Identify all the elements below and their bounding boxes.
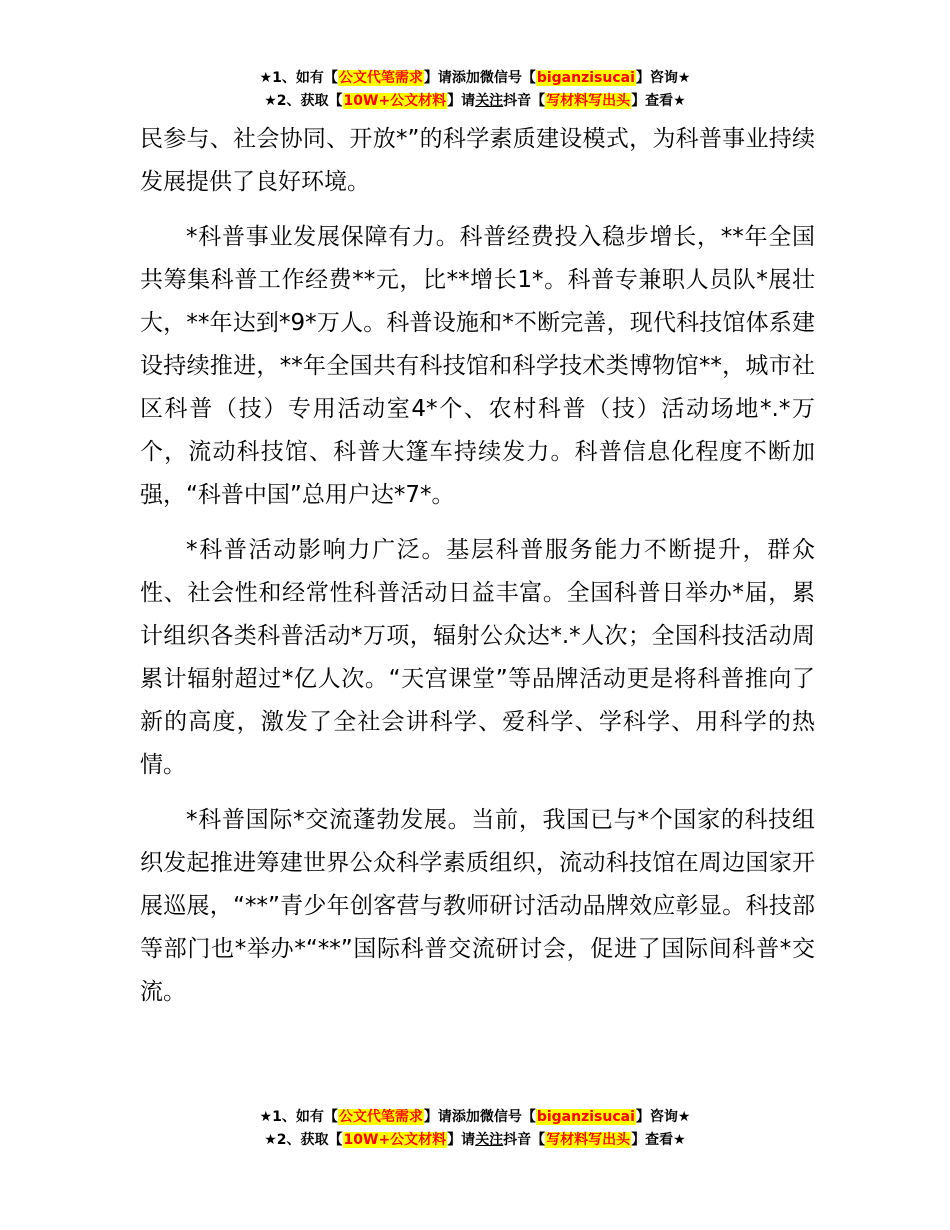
banner-text: ★1、如有【 — [259, 1109, 338, 1125]
banner-text: 】请 — [447, 1132, 476, 1148]
banner-text: 抖音【 — [503, 93, 546, 109]
highlight-materials: 10W+公文材料 — [343, 93, 447, 109]
document-body — [140, 118, 815, 1026]
underlined-follow: 关注 — [475, 1132, 504, 1148]
banner-line-1 — [0, 1106, 950, 1129]
highlight-ghostwriting-service: 公文代笔需求 — [338, 70, 423, 86]
banner-text: 】请添加微信号【 — [423, 70, 536, 86]
paragraph: *科普事业发展保障有力。科普经费投入稳步增长，**年全国共筹集科普工作经费**元，比**增长1*。科普专兼职人员队*展壮大，**年达到*9*万人。科普设施和*不断完善，现代科技馆体系建设持续推进，**年全国共有科技馆和科学技术类博物馆**，城市社区科普（技）专用活动室4*个、农村科普（技）活动场地*.*万个，流动科技馆、科普大篷车持续发力。科普信息化程度不断加强，“科普中国”总用户达*7*。 — [140, 224, 815, 508]
footer-banner — [0, 1106, 950, 1152]
banner-text: 】咨询★ — [635, 70, 691, 86]
highlight-wechat-id: biganzisucai — [536, 1109, 635, 1125]
banner-line-1 — [0, 67, 950, 90]
underlined-follow: 关注 — [475, 93, 504, 109]
highlight-ghostwriting-service: 公文代笔需求 — [338, 1109, 423, 1125]
highlight-douyin-account: 写材料写出头 — [546, 93, 631, 109]
banner-text: 抖音【 — [503, 1132, 546, 1148]
banner-text: 】查看★ — [631, 1132, 686, 1148]
paragraph: *科普活动影响力广泛。基层科普服务能力不断提升，群众性、社会性和经常性科普活动日益丰富。全国科普日举办*届，累计组织各类科普活动*万项，辐射公众达*.*人次；全国科技活动周累计辐射超过*亿人次。“天宫课堂”等品牌活动更是将科普推向了新的高度，激发了全社会讲科学、爱科学、学科学、用科学的热情。 — [140, 537, 815, 778]
paragraph: 民参与、社会协同、开放*”的科学素质建设模式，为科普事业持续发展提供了良好环境。 — [140, 126, 815, 195]
highlight-wechat-id: biganzisucai — [536, 70, 635, 86]
banner-text: ★2、获取【 — [264, 1132, 343, 1148]
banner-text: 】请添加微信号【 — [423, 1109, 536, 1125]
banner-text: 】查看★ — [631, 93, 686, 109]
banner-text: ★2、获取【 — [264, 93, 343, 109]
banner-text: 】咨询★ — [635, 1109, 691, 1125]
banner-text: ★1、如有【 — [259, 70, 338, 86]
banner-line-2 — [0, 90, 950, 113]
paragraph: *科普国际*交流蓬勃发展。当前，我国已与*个国家的科技组织发起推进筹建世界公众科学素质组织，流动科技馆在周边国家开展巡展，“**”青少年创客营与教师研讨活动品牌效应彰显。科技部等部门也*举办*“**”国际科普交流研讨会，促进了国际间科普*交流。 — [140, 807, 815, 1005]
highlight-materials: 10W+公文材料 — [343, 1132, 447, 1148]
banner-text: 】请 — [447, 93, 476, 109]
header-banner — [0, 67, 950, 113]
banner-line-2 — [0, 1129, 950, 1152]
highlight-douyin-account: 写材料写出头 — [546, 1132, 631, 1148]
